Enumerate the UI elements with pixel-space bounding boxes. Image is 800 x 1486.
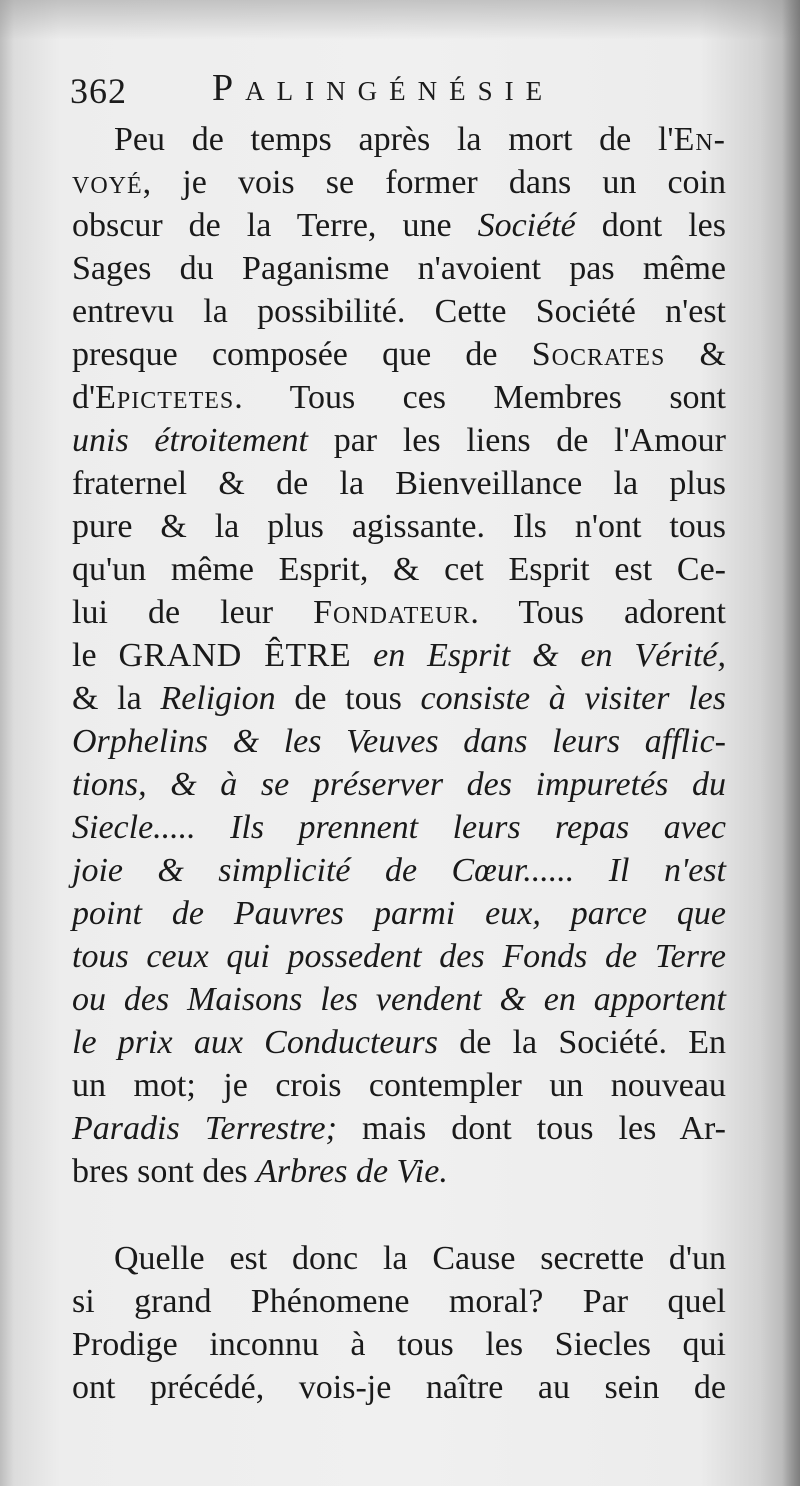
page-top-shadow — [0, 0, 800, 40]
text-line: qu'un même Esprit, & cet Esprit est Ce- — [72, 551, 726, 588]
text-line: Quelle est donc la Cause secrette d'un — [114, 1240, 726, 1277]
text-line: joie & simplicité de Cœur...... Il n'est — [72, 852, 726, 889]
text-line: Siecle..... Ils prennent leurs repas avec — [72, 809, 726, 846]
text-line: lui de leur Fondateur. Tous adorent — [72, 594, 726, 631]
text-line: ont précédé, vois-je naître au sein de — [72, 1369, 726, 1406]
text-line: voyé, je vois se former dans un coin — [72, 164, 726, 201]
text-line: d'Epictetes. Tous ces Membres sont — [72, 379, 726, 416]
text-line: Prodige inconnu à tous les Siecles qui — [72, 1326, 726, 1363]
text-line: & la Religion de tous consiste à visiter les — [72, 680, 726, 717]
text-line: le GRAND ÊTRE en Esprit & en Vérité, — [72, 637, 726, 674]
text-line: pure & la plus agissante. Ils n'ont tous — [72, 508, 726, 545]
text-line: unis étroitement par les liens de l'Amour — [72, 422, 726, 459]
text-line: fraternel & de la Bienveillance la plus — [72, 465, 726, 502]
page-number: 362 — [70, 71, 127, 111]
text-line: un mot; je crois contempler un nouveau — [72, 1067, 726, 1104]
text-line: ou des Maisons les vendent & en apportent — [72, 981, 726, 1018]
running-title: Palingénésie — [212, 67, 555, 109]
text-line: tions, & à se préserver des impuretés du — [72, 766, 726, 803]
text-line: Paradis Terrestre; mais dont tous les Ar- — [72, 1110, 726, 1147]
text-line: le prix aux Conducteurs de la Société. En — [72, 1024, 726, 1061]
text-line: si grand Phénomene moral? Par quel — [72, 1283, 726, 1320]
text-line: tous ceux qui possedent des Fonds de Terre — [72, 938, 726, 975]
page-header — [70, 66, 710, 116]
body-text — [72, 118, 726, 1409]
text-line: entrevu la possibilité. Cette Société n'est — [72, 293, 726, 330]
text-line: presque composée que de Socrates & — [72, 336, 726, 373]
paragraph-gap — [72, 1193, 726, 1237]
text-line: Peu de temps après la mort de l'En- — [114, 121, 726, 158]
text-line: Sages du Paganisme n'avoient pas même — [72, 250, 726, 287]
page-gutter-shadow — [782, 0, 800, 1486]
text-line: Orphelins & les Veuves dans leurs afflic- — [72, 723, 726, 760]
text-line: bres sont des Arbres de Vie. — [72, 1153, 448, 1190]
text-line: obscur de la Terre, une Société dont les — [72, 207, 726, 244]
text-line: point de Pauvres parmi eux, parce que — [72, 895, 726, 932]
